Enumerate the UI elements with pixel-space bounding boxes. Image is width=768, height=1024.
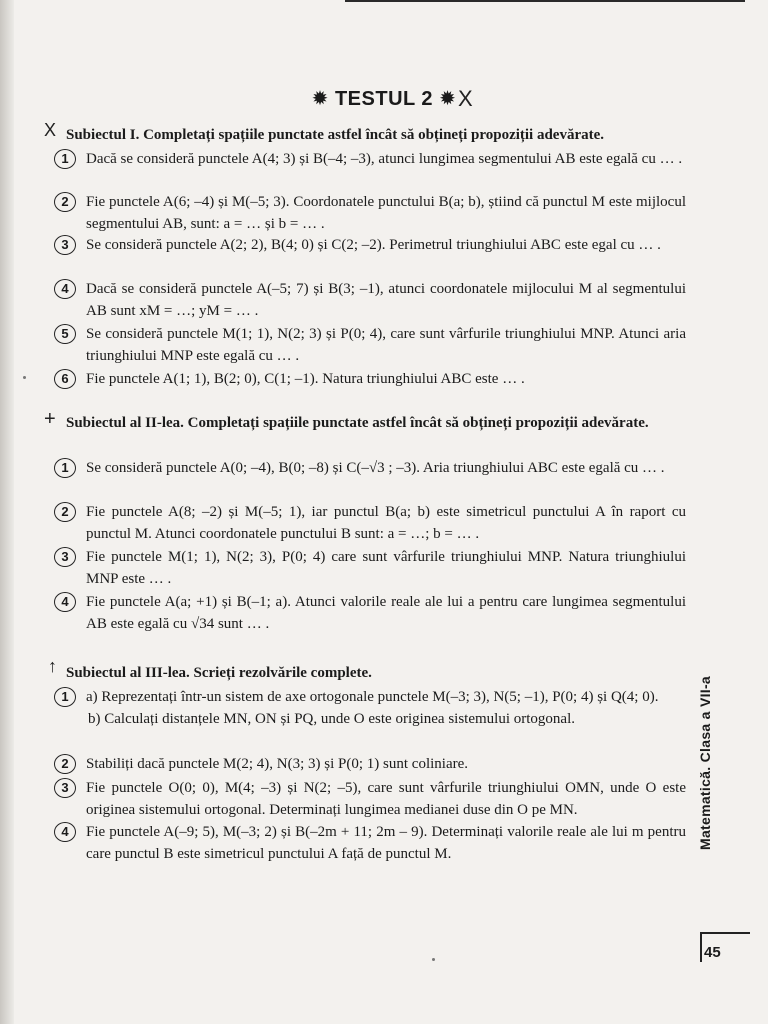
item-number: 1 (54, 687, 76, 707)
list-item (61, 591, 686, 635)
page-edge-shadow (0, 0, 14, 1024)
item-text: Stabiliți dacă punctele M(2; 4), N(3; 3) și P(0; 1) sunt coliniare. (86, 756, 469, 772)
list-item (61, 191, 686, 235)
item-number: 2 (54, 754, 76, 774)
item-number: 3 (54, 547, 76, 567)
speck (23, 376, 26, 379)
sidebar-title: Matematică. Clasa a VII-a (697, 675, 713, 850)
subject-3-heading: Subiectul al III-lea. Scrieți rezolvările complete. (66, 665, 372, 681)
page-number: 45 (704, 944, 721, 961)
item-number: 6 (54, 369, 76, 389)
speck (432, 958, 435, 961)
item-text: Se consideră punctele A(2; 2), B(4; 0) și C(2; –2). Perimetrul triunghiului ABC este egal cu … . (86, 237, 661, 253)
handwritten-mark: X (458, 86, 473, 111)
handwritten-mark: + (44, 408, 56, 430)
item-text: Fie punctele A(8; –2) și M(–5; 1), iar punctul B(a; b) este simetricul punctului A în raport cu punctul M. Atunci coordonatele punctului B sunt: a = …; b = … . (86, 504, 686, 542)
item-number: 2 (54, 502, 76, 522)
list-item (61, 148, 686, 170)
item-text: Fie punctele M(1; 1), N(2; 3), P(0; 4) care sunt vârfurile triunghiului MNP. Natura triunghiului MNP este … . (86, 549, 686, 587)
test-title (0, 86, 768, 111)
list-item (61, 323, 686, 367)
list-item (61, 501, 686, 545)
item-text: Se consideră punctele M(1; 1), N(2; 3) și P(0; 4), care sunt vârfurile triunghiului MNP. Atunci aria triunghiului MNP este egală cu … . (86, 326, 686, 364)
item-subtext: b) Calculați distanțele MN, ON și PQ, unde O este originea sistemului ortogonal. (88, 711, 576, 727)
item-number: 2 (54, 192, 76, 212)
subject-1-heading: Subiectul I. Completați spațiile punctate astfel încât să obțineți propoziții adevărate. (66, 127, 605, 143)
list-item (61, 457, 686, 479)
item-text: Dacă se consideră punctele A(4; 3) și B(–4; –3), atunci lungimea segmentului AB este egală cu … . (86, 151, 683, 167)
item-text: Fie punctele A(a; +1) și B(–1; a). Atunci valorile reale ale lui a pentru care lungimea segmentului AB este egală cu √34 sunt … . (86, 594, 686, 632)
item-text: Se consideră punctele A(0; –4), B(0; –8) și C(–√3 ; –3). Aria triunghiului ABC este egală cu … . (86, 460, 665, 476)
top-rule (345, 0, 745, 2)
item-number: 3 (54, 235, 76, 255)
handwritten-mark: X (44, 120, 57, 140)
item-text: Fie punctele A(1; 1), B(2; 0), C(1; –1). Natura triunghiului ABC este … . (86, 371, 525, 387)
item-number: 4 (54, 279, 76, 299)
list-item (61, 278, 686, 322)
list-item (61, 546, 686, 590)
list-item (61, 753, 686, 775)
star-icon: ✹ (311, 88, 329, 110)
star-icon: ✹ (439, 88, 457, 110)
item-text: Dacă se consideră punctele A(–5; 7) și B(3; –1), atunci coordonatele mijlocului M al segmentului AB sunt xM = …; yM = … . (86, 281, 686, 319)
item-number: 1 (54, 149, 76, 169)
item-text: Fie punctele A(–9; 5), M(–3; 2) și B(–2m + 11; 2m – 9). Determinați valorile reale ale lui m pentru care punctul B este simetricul punctului A față de punctul M. (86, 824, 686, 862)
list-item (61, 234, 686, 256)
title-text: TESTUL 2 (334, 88, 434, 110)
list-item (61, 821, 686, 865)
sidebar-rule-vertical (700, 932, 702, 962)
item-number: 1 (54, 458, 76, 478)
list-item (61, 368, 686, 390)
item-number: 4 (54, 592, 76, 612)
item-number: 3 (54, 778, 76, 798)
item-number: 5 (54, 324, 76, 344)
item-text: a) Reprezentați într-un sistem de axe ortogonale punctele M(–3; 3), N(5; –1), P(0; 4) și Q(4; 0). (86, 689, 659, 705)
item-text: Fie punctele O(0; 0), M(4; –3) și N(2; –5), care sunt vârfurile triunghiului OMN, unde O este originea sistemului ortogonal. Determinați lungimea medianei duse din O pe MN. (86, 780, 686, 818)
sidebar-rule (700, 932, 750, 934)
handwritten-mark: ↑ (48, 656, 57, 676)
list-item (61, 777, 686, 821)
list-item (61, 686, 686, 730)
item-number: 4 (54, 822, 76, 842)
subject-2-heading: Subiectul al II-lea. Completați spațiile punctate astfel încât să obțineți propoziții adevărate. (66, 415, 649, 431)
item-text: Fie punctele A(6; –4) și M(–5; 3). Coordonatele punctului B(a; b), știind că punctul M este mijlocul segmentului AB, sunt: a = … și b = … . (86, 194, 686, 232)
